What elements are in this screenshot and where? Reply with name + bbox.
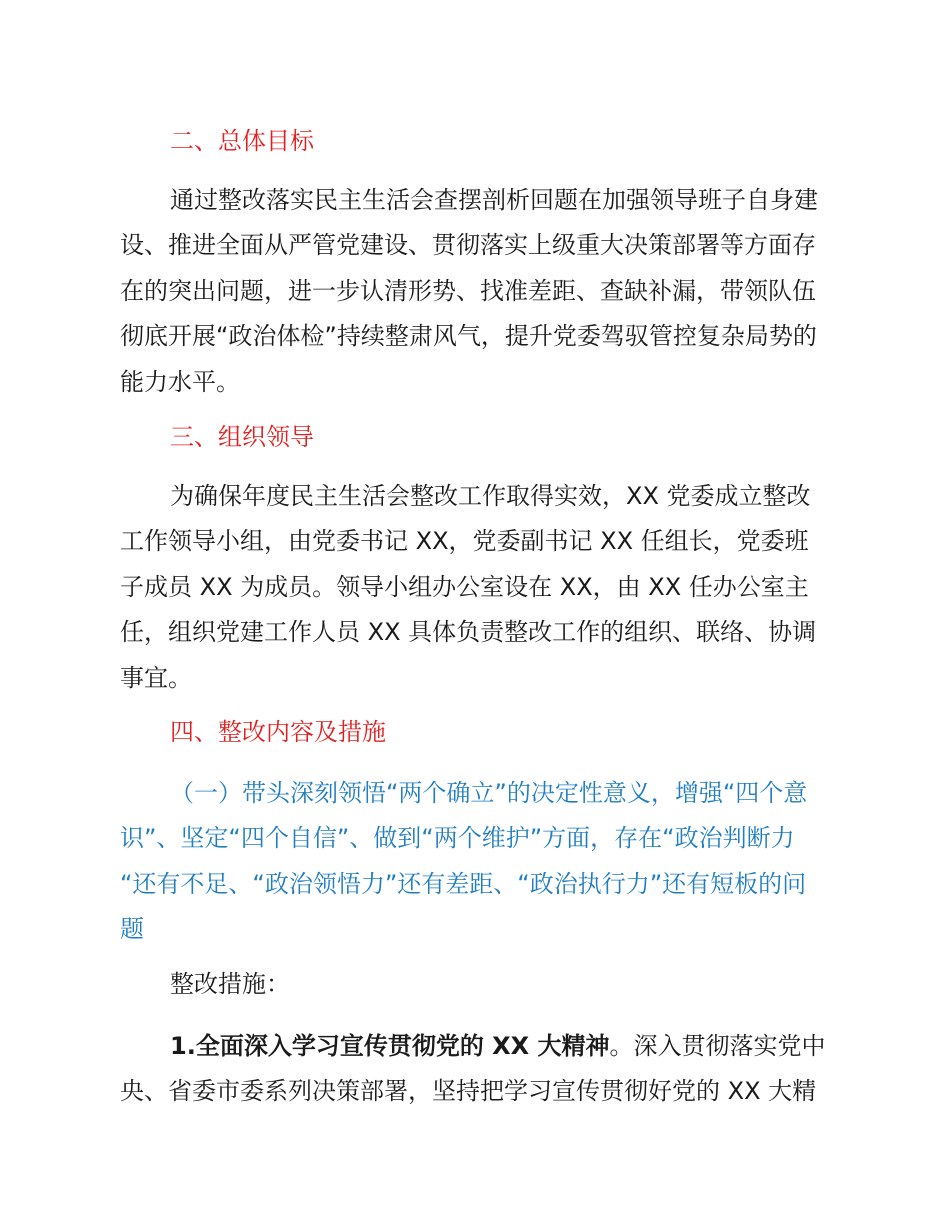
measure-item-line <box>120 1024 840 1069</box>
paragraph-line: 彻底开展“政治体检”持续整肃风气，提升党委驾驭管控复杂局势的 <box>120 322 817 351</box>
paragraph-line: 能力水平。 <box>120 367 240 396</box>
paragraph-line: 为确保年度民主生活会整改工作取得实效，XX 党委成立整改 <box>170 482 811 510</box>
subsection-line: 题 <box>120 915 144 944</box>
section-heading-organization: 三、组织领导 <box>170 423 314 451</box>
paragraph-organization <box>120 474 840 701</box>
paragraph-overall-goal <box>120 178 840 405</box>
subsection-line: 识”、坚定“四个自信”、做到“两个维护”方面，存在“政治判断力 <box>120 824 795 853</box>
paragraph-line: 任，组织党建工作人员 XX 具体负责整改工作的组织、联络、协调 <box>120 618 817 647</box>
section-heading-overall-goal: 二、总体目标 <box>170 127 314 155</box>
subsection-line: （一）带头深刻领悟“两个确立”的决定性意义，增强“四个意 <box>170 779 808 807</box>
section-heading-rectification: 四、整改内容及措施 <box>170 718 386 746</box>
measure-bold-title: 全面深入学习宣传贯彻党的 XX 大精神 <box>195 1032 610 1060</box>
measure-number: 1. <box>170 1032 196 1060</box>
paragraph-line: 工作领导小组，由党委书记 XX，党委副书记 XX 任组长，党委班 <box>120 527 809 556</box>
paragraph-line: 通过整改落实民主生活会查摆剖析回题在加强领导班子自身建 <box>170 186 818 214</box>
measure-item-1 <box>120 1024 840 1115</box>
measure-text: 。深入贯彻落实党中 <box>609 1032 826 1060</box>
paragraph-line: 设、推进全面从严管党建设、贯彻落实上级重大决策部署等方面存 <box>120 231 816 260</box>
paragraph-line: 在的突出问题，进一步认清形势、找准差距、查缺补漏，带领队伍 <box>120 276 816 305</box>
measure-item-line: 央、省委市委系列决策部署，坚持把学习宣传贯彻好党的 XX 大精 <box>120 1077 817 1106</box>
subsection-line: “还有不足、“政治领悟力”还有差距、“政治执行力”还有短板的问 <box>120 869 807 898</box>
measures-label-block <box>120 962 840 1007</box>
paragraph-line: 子成员 XX 为成员。领导小组办公室设在 XX，由 XX 任办公室主 <box>120 572 809 601</box>
subsection-one <box>120 771 840 953</box>
paragraph-line: 事宜。 <box>120 663 192 692</box>
measures-label: 整改措施： <box>170 970 290 998</box>
